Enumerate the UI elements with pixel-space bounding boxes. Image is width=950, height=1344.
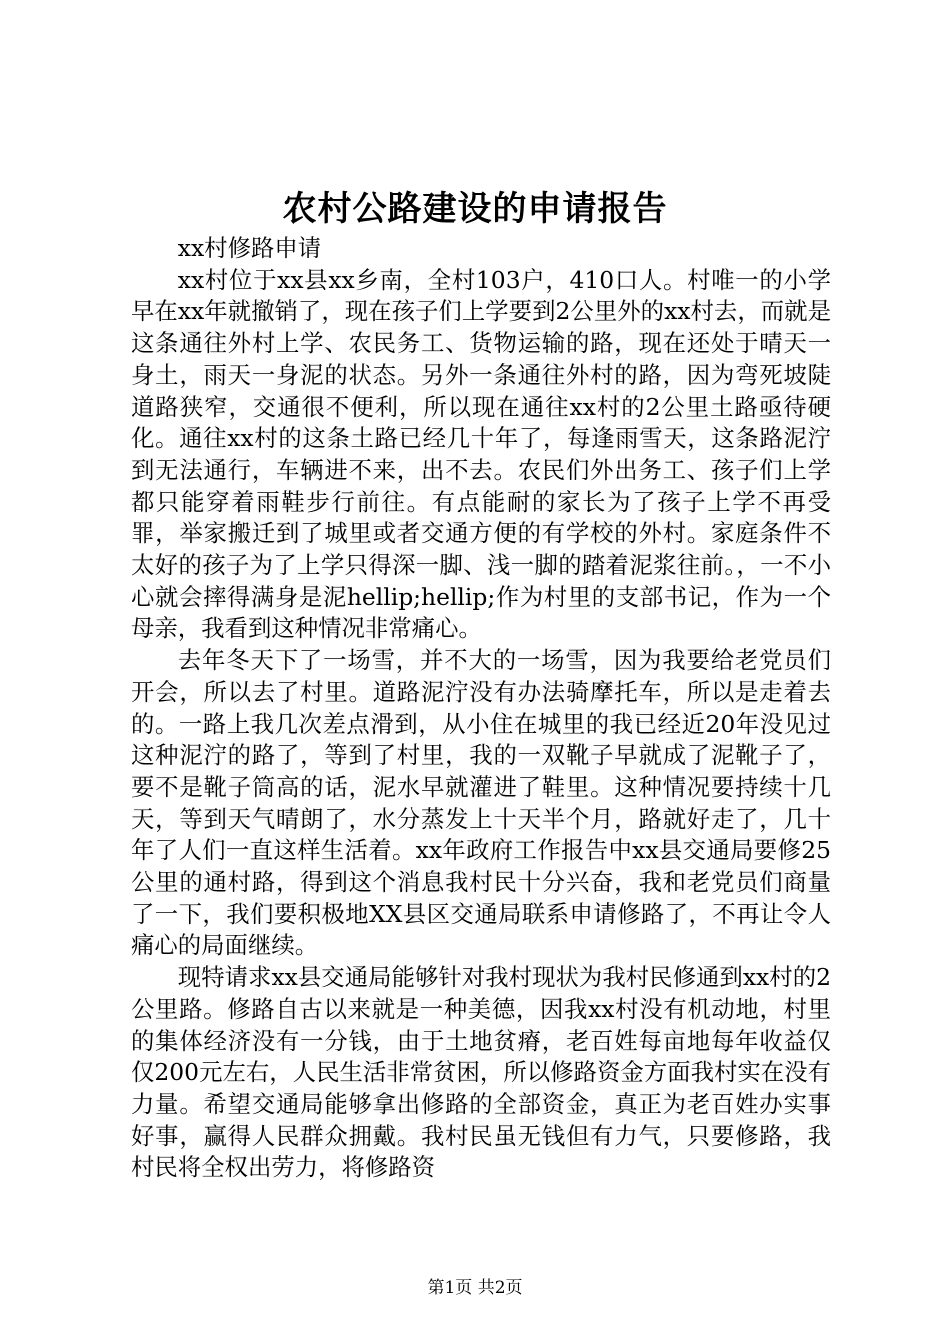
paragraph: xx村位于xx县xx乡南，全村103户，410口人。村唯一的小学早在xx年就撤销了，现在孩子们上学要到2公里外的xx村去，而就是这条通往外村上学、农民务工、货物运输的路，现在还处于晴天一身土，雨天一身泥的状态。另外一条通往外村的路，因为弯死坡陡道路狭窄，交通很不便利，所以现在通往xx村的2公里土路亟待硬化。通往xx村的这条土路已经几十年了，每逢雨雪天，这条路泥泞到无法通行，车辆进不来，出不去。农民们外出务工、孩子们上学都只能穿着雨鞋步行前往。有点能耐的家长为了孩子上学不再受罪，举家搬迁到了城里或者交通方便的有学校的外村。家庭条件不太好的孩子为了上学只得深一脚、浅一脚的踏着泥浆往前。，一不小心就会摔得满身是泥hellip;hellip;作为村里的支部书记，作为一个母亲，我看到这种情况非常痛心。 <box>131 265 831 643</box>
page-number-footer: 第1页 共2页 <box>427 1278 523 1298</box>
document-title: 农村公路建设的申请报告 <box>282 189 668 229</box>
document-body <box>131 233 831 1184</box>
paragraph: 现特请求xx县交通局能够针对我村现状为我村民修通到xx村的2公里路。修路自古以来就是一种美德，因我xx村没有机动地，村里的集体经济没有一分钱，由于土地贫瘠，老百姓每亩地每年收益仅仅200元左右，人民生活非常贫困，所以修路资金方面我村实在没有力量。希望交通局能够拿出修路的全部资金，真正为老百姓办实事好事，赢得人民群众拥戴。我村民虽无钱但有力气，只要修路，我村民将全权出劳力，将修路资 <box>131 963 831 1182</box>
paragraph-heading: xx村修路申请 <box>177 234 322 262</box>
paragraph: 去年冬天下了一场雪，并不大的一场雪，因为我要给老党员们开会，所以去了村里。道路泥泞没有办法骑摩托车，所以是走着去的。一路上我几次差点滑到，从小住在城里的我已经近20年没见过这种泥泞的路了，等到了村里，我的一双靴子早就成了泥靴子了，要不是靴子筒高的话，泥水早就灌进了鞋里。这种情况要持续十几天，等到天气晴朗了，水分蒸发上十天半个月，路就好走了，几十年了人们一直这样生活着。xx年政府工作报告中xx县交通局要修25公里的通村路，得到这个消息我村民十分兴奋，我和老党员们商量了一下，我们要积极地XX县区交通局联系申请修路了，不再让令人痛心的局面继续。 <box>131 646 831 960</box>
